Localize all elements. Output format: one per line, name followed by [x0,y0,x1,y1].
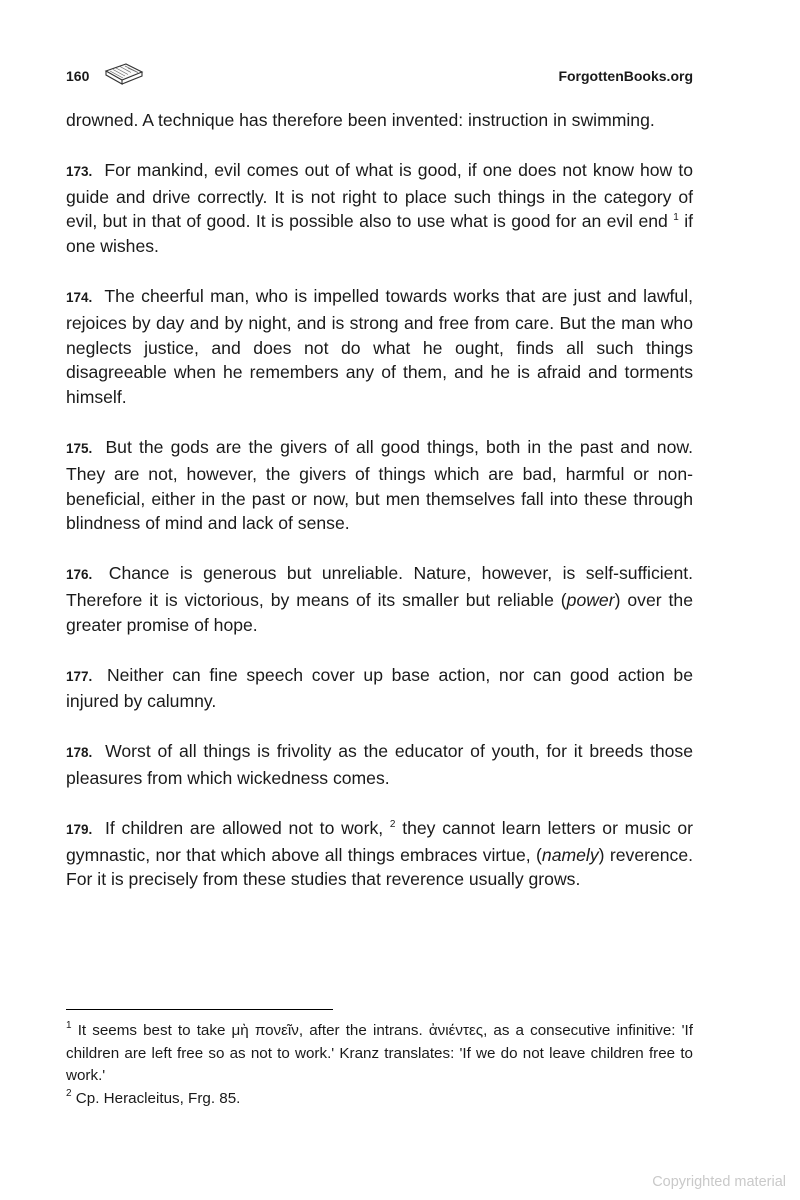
footnotes [66,1020,693,1110]
fragment-number: 173. [66,163,93,179]
paragraph-text: drowned. A technique has therefore been invented: instruction in swimming. [66,110,655,130]
paragraph-text: The cheerful man, who is impelled towards works that are just and lawful, rejoices by day and by night, and is strong and free from care. But the man who neglects justice, and does not do what he ought, finds all such things disagreeable when he remembers any of them, and he is afraid and torments himself. [66,285,694,408]
paragraph-text: ) reverence. For it is precisely from these studies that reverence usually grows. [66,844,694,890]
paragraph-text: Chance is generous but unreliable. Nature, however, is self-sufficient. Therefore it is victorious, by means of its smaller but reliable ( [66,563,694,610]
fragment-number: 178. [66,745,93,761]
footnote-text: It seems best to take μὴ πονεῖν, after the intrans. ἀνιέντες, as a consecutive infinitive: 'If children are left free so as not to work.' Kranz translates: 'If we do not leave children free to work.' [66,1022,693,1084]
page-number: 160 [66,68,90,84]
paragraph-178 [66,739,693,791]
paragraph-text: they cannot learn letters or music or gymnastic, nor that which above all things embraces virtue, ( [66,817,694,865]
fragment-number: 179. [66,821,93,837]
paragraph-177 [66,663,693,715]
footnote-mark: 1 [66,1020,72,1031]
italic-word: namely [541,844,599,865]
paragraph-176 [66,561,693,637]
paragraph-text: if one wishes. [66,211,694,257]
paragraph-175 [66,435,693,536]
page-header [66,66,693,90]
site-name: ForgottenBooks.org [558,68,693,84]
footnote-mark: 2 [66,1087,72,1099]
paragraph-intro [66,108,693,133]
paragraph-text: ) over the greater promise of hope. [66,589,693,635]
footnote-ref-1[interactable]: 1 [673,212,679,224]
paragraph-174 [66,284,693,410]
footnote-ref-2[interactable]: 2 [389,818,396,830]
footnote-text: Cp. Heracleitus, Frg. 85. [75,1089,241,1107]
paragraph-text: Worst of all things is frivolity as the educator of youth, for it breeds those pleasures from which wickedness comes. [66,741,693,788]
italic-word: power [566,589,615,610]
fragment-number: 177. [66,668,93,684]
footnote-2 [66,1088,693,1111]
paragraph-text: If children are allowed not to work, [105,817,384,838]
main-text [66,108,693,917]
paragraph-179 [66,816,693,892]
footnote-divider [66,1009,333,1010]
footnote-1 [66,1020,693,1088]
fragment-number: 175. [66,440,93,456]
paragraph-text: Neither can fine speech cover up base action, nor can good action be injured by calumny. [66,664,693,712]
paragraph-text: For mankind, evil comes out of what is good, if one does not know how to guide and drive correctly. It is not right to place such things in the category of evil, but in that of good. It is possible also to use what is good for an evil end [66,159,693,232]
paragraph-173 [66,158,693,259]
open-book-icon [103,62,145,88]
paragraph-text: But the gods are the givers of all good things, both in the past and now. They are not, however, the givers of things which are bad, harmful or non-beneficial, either in the past or now, but men themselves fall into these through blindness of mind and lack of sense. [66,436,693,534]
fragment-number: 176. [66,567,93,583]
copyright-watermark: Copyrighted material [652,1174,786,1190]
fragment-number: 174. [66,289,93,305]
